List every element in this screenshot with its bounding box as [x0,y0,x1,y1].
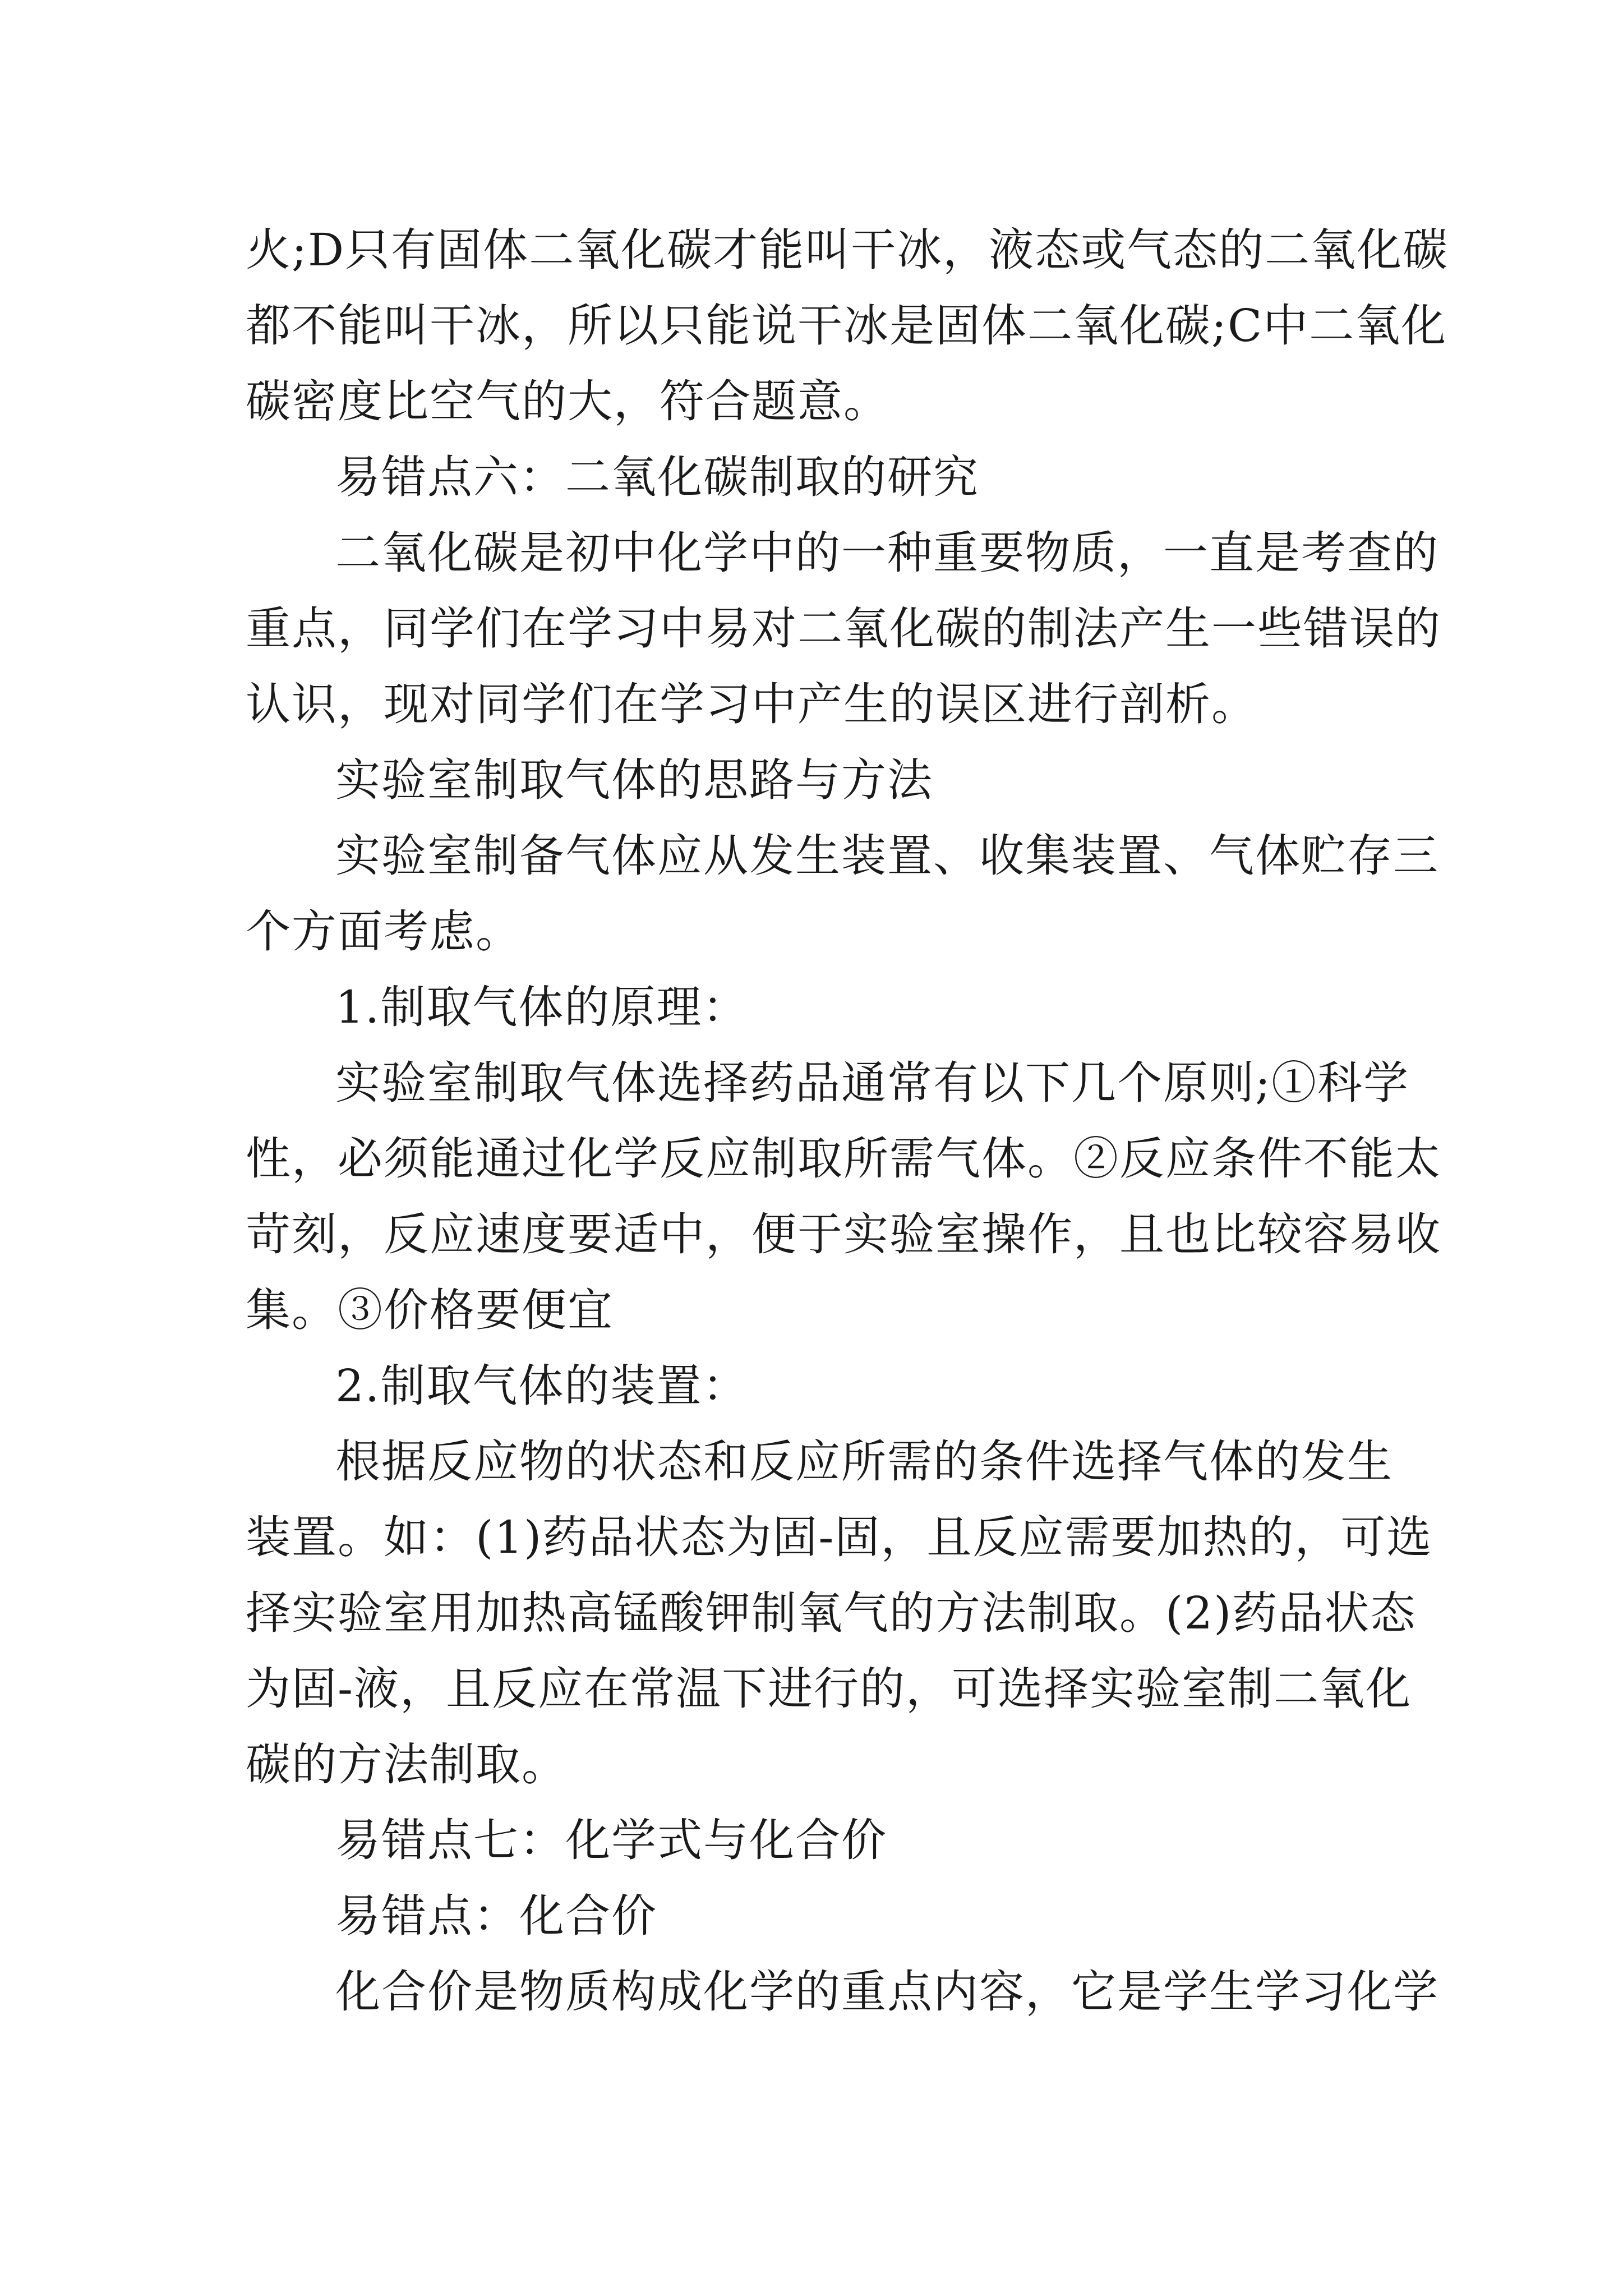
paragraph-start: 二氧化碳是初中化学中的一种重要物质，一直是考查的 [335,527,1439,579]
paragraph-start: 根据反应物的状态和反应所需的条件选择气体的发生 [335,1435,1393,1488]
numbered-heading: 1.制取气体的原理： [335,981,749,1033]
section-heading: 易错点七：化学式与化合价 [335,1814,887,1866]
text-line: 火;D只有固体二氧化碳才能叫干冰，液态或气态的二氧化碳 [246,224,1449,276]
paragraph-start: 实验室制取气体选择药品通常有以下几个原则;①科学 [335,1057,1409,1109]
subsection-heading: 易错点：化合价 [335,1890,657,1942]
text-line: 装置。如：(1)药品状态为固-固，且反应需要加热的，可选 [246,1511,1433,1563]
text-line: 碳的方法制取。 [246,1738,568,1791]
subsection-heading: 实验室制取气体的思路与方法 [335,754,933,806]
text-line: 为固-液，且反应在常温下进行的，可选择实验室制二氧化 [246,1663,1412,1715]
text-line: 性，必须能通过化学反应制取所需气体。②反应条件不能太 [246,1133,1441,1185]
paragraph-start: 实验室制备气体应从发生装置、收集装置、气体贮存三 [335,830,1439,882]
text-line: 都不能叫干冰，所以只能说干冰是固体二氧化碳;C中二氧化 [246,300,1447,352]
text-line: 碳密度比空气的大，符合题意。 [246,375,889,427]
text-line: 择实验室用加热高锰酸钾制氧气的方法制取。(2)药品状态 [246,1587,1417,1639]
section-heading: 易错点六：二氧化碳制取的研究 [335,451,979,503]
text-line: 苛刻，反应速度要适中，便于实验室操作，且也比较容易收 [246,1208,1441,1260]
body-text [246,212,1449,2030]
paragraph-start: 化合价是物质构成化学的重点内容，它是学生学习化学 [335,1966,1439,2018]
text-line: 集。③价格要便宜 [246,1284,614,1336]
text-line: 个方面考虑。 [246,905,522,958]
numbered-heading: 2.制取气体的装置： [335,1360,749,1412]
text-line: 认识，现对同学们在学习中产生的误区进行剖析。 [246,678,1257,730]
text-line: 重点，同学们在学习中易对二氧化碳的制法产生一些错误的 [246,602,1441,655]
